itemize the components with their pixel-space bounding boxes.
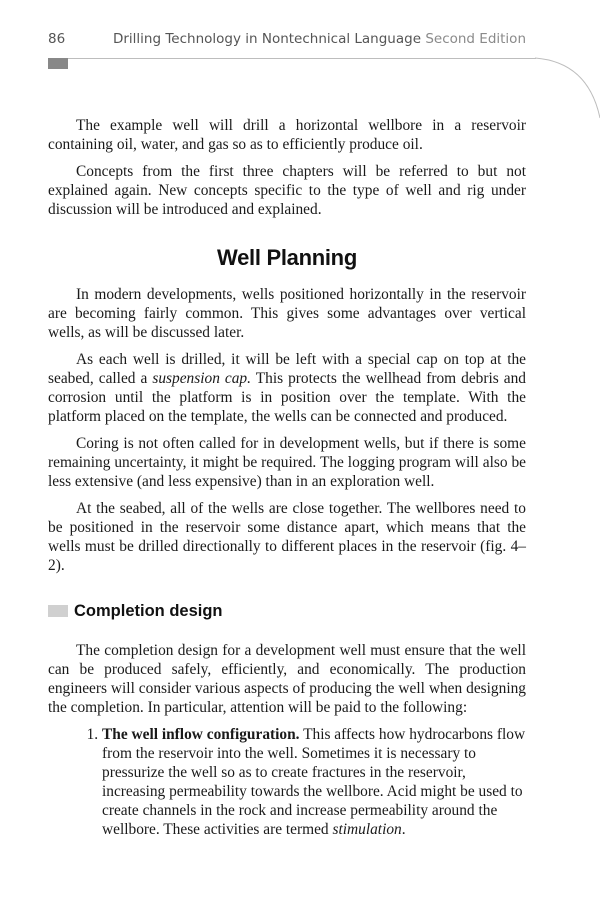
well-planning-paragraph-3: Coring is not often called for in development wells, but if there is some remaining uncertainty, it might be required. The logging program will also be less extensive (and less expensive) than in an exploration well. <box>48 435 526 490</box>
term-suspension-cap: suspension cap. <box>152 370 251 387</box>
book-title: Drilling Technology in Nontechnical Language <box>112 31 422 47</box>
term-stimulation: stimulation <box>332 821 402 838</box>
well-planning-paragraph-1: In modern developments, wells positioned horizontally in the reservoir are becoming fairly common. This gives some advantages over vertical wells, as will be discussed later. <box>48 286 526 341</box>
list-item-lead: The well inflow configuration. <box>102 726 300 743</box>
edition-label: Second Edition <box>425 31 526 47</box>
heading-marker-bar <box>48 605 68 617</box>
well-planning-paragraph-2 <box>48 350 526 426</box>
paragraph-text: This protects the wellhead from debris and corrosion until the platform is in position over the template. With the platform placed on the template, the wells can be connected and produced. <box>48 370 526 425</box>
list-item-end: . <box>401 821 406 838</box>
paragraph-text: As each well is drilled, it will be left with a special cap on top at the seabed, called a <box>48 351 526 387</box>
subsection-heading-completion-design <box>48 601 526 621</box>
intro-paragraph-2: Concepts from the first three chapters will be referred to but not explained again. New concepts specific to the type of well and rig under discussion will be introduced and explained. <box>48 163 526 218</box>
completion-list <box>48 725 526 839</box>
header-marker-block <box>48 58 68 69</box>
list-item-text: This affects how hydrocarbons flow from the reservoir into the well. Sometimes it is necessary to pressurize the well so as to create fractures in the reservoir, increasing permeability towards the wellbore. Acid might be used to create channels in the rock and increase permeability around the wellbore. These activities are termed <box>102 726 526 838</box>
subsection-heading-text: Completion design <box>74 602 223 620</box>
intro-paragraph-1: The example well will drill a horizontal wellbore in a reservoir containing oil, water, and gas so as to efficiently produce oil. <box>48 117 526 153</box>
page-number: 86 <box>48 31 66 47</box>
well-planning-paragraph-4: At the seabed, all of the wells are close together. The wellbores need to be positioned in the reservoir some distance apart, which means that the wells must be drilled directionally to different places in the reservoir (fig. 4–2). <box>48 500 526 574</box>
list-item <box>102 725 526 839</box>
completion-paragraph-1: The completion design for a development well must ensure that the well can be produced safely, efficiently, and economically. The production engineers will consider various aspects of producing the well when designing the completion. In particular, attention will be paid to the following: <box>48 642 526 716</box>
page-body <box>48 116 526 839</box>
section-heading-well-planning: Well Planning <box>217 245 357 270</box>
page-corner-curve <box>0 0 600 120</box>
